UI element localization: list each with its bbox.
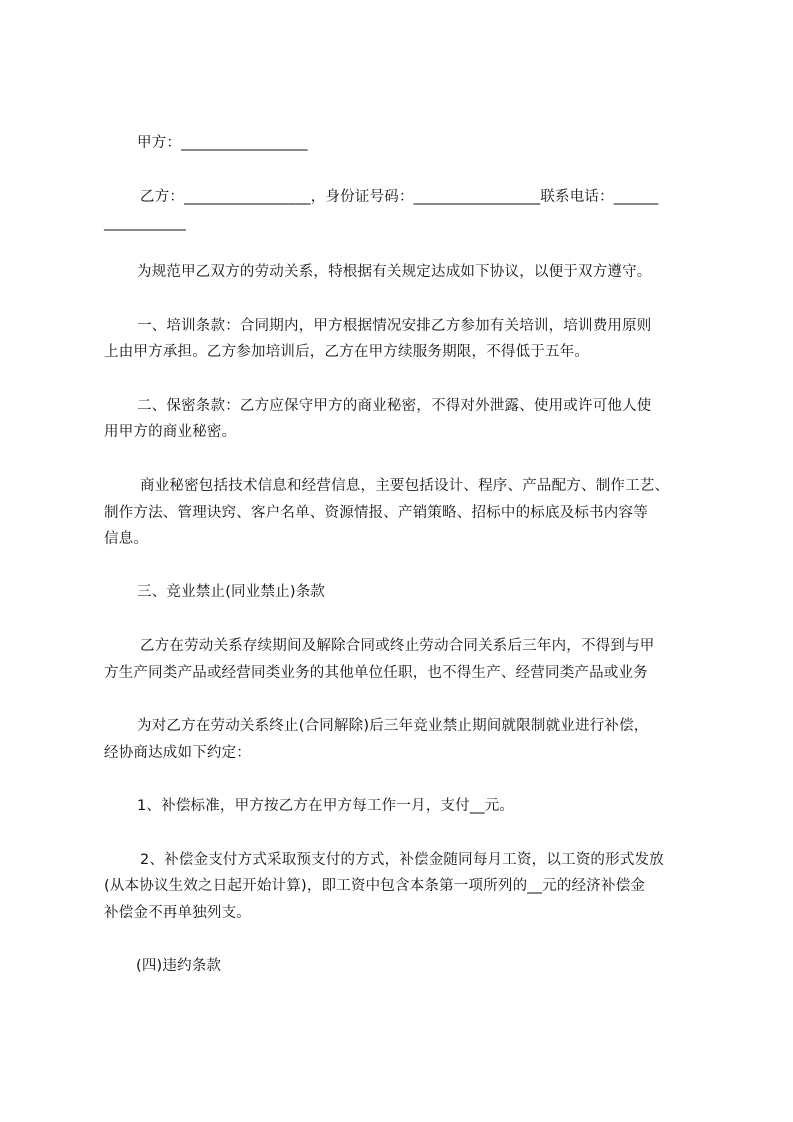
training-clause-line-1: 一、培训条款：合同期内，甲方根据情况安排乙方参加有关培训，培训费用原则 [137,318,652,334]
trade-secrets-line-3: 信息。 [104,531,149,547]
confidentiality-clause-line-2: 用甲方的商业秘密。 [104,424,237,440]
compensation-item-1: 1、补偿标准，甲方按乙方在甲方每工作一月，支付__元。 [137,798,515,814]
compensation-line-1: 为对乙方在劳动关系终止(合同解除)后三年竞业禁止期间就限制就业进行补偿， [137,718,649,734]
confidentiality-clause-line-1: 二、保密条款：乙方应保守甲方的商业秘密，不得对外泄露、使用或许可他人使 [137,398,652,414]
compensation-line-2: 经协商达成如下约定： [104,745,251,761]
trade-secrets-line-2: 制作方法、管理诀窍、客户名单、资源情报、产销策略、招标中的标底及标书内容等 [104,505,648,521]
noncompete-line-2: 方生产同类产品或经营同类业务的其他单位任职，也不得生产、经营同类产品或业务 [104,665,648,681]
trade-secrets-line-1: 商业秘密包括技术信息和经营信息，主要包括设计、程序、产品配方、制作工艺、 [140,478,670,494]
compensation-item-2-line-2: (从本协议生效之日起开始计算)，即工资中包含本条第一项所列的__元的经济补偿金 [104,878,646,894]
party-b-line-continued: ___________ [104,215,186,231]
intro-paragraph: 为规范甲乙双方的劳动关系，特根据有关规定达成如下协议，以便于双方遵守。 [137,264,652,280]
noncompete-line-1: 乙方在劳动关系存续期间及解除合同或终止劳动合同关系后三年内，不得到与甲 [140,638,655,654]
compensation-item-2-line-3: 补偿金不再单独列支。 [104,905,251,921]
party-b-line: 乙方：_________________，身份证号码：_________________联系电话：______ [140,189,659,205]
party-a-line: 甲方：_________________ [137,135,308,151]
noncompete-title: 三、竞业禁止(同业禁止)条款 [137,584,326,600]
compensation-item-2-line-1: 2、补偿金支付方式采取预支付的方式，补偿金随同每月工资，以工资的形式发放 [140,852,664,868]
training-clause-line-2: 上由甲方承担。乙方参加培训后，乙方在甲方续服务期限，不得低于五年。 [104,344,590,360]
breach-clause-title: (四)违约条款 [136,958,222,974]
